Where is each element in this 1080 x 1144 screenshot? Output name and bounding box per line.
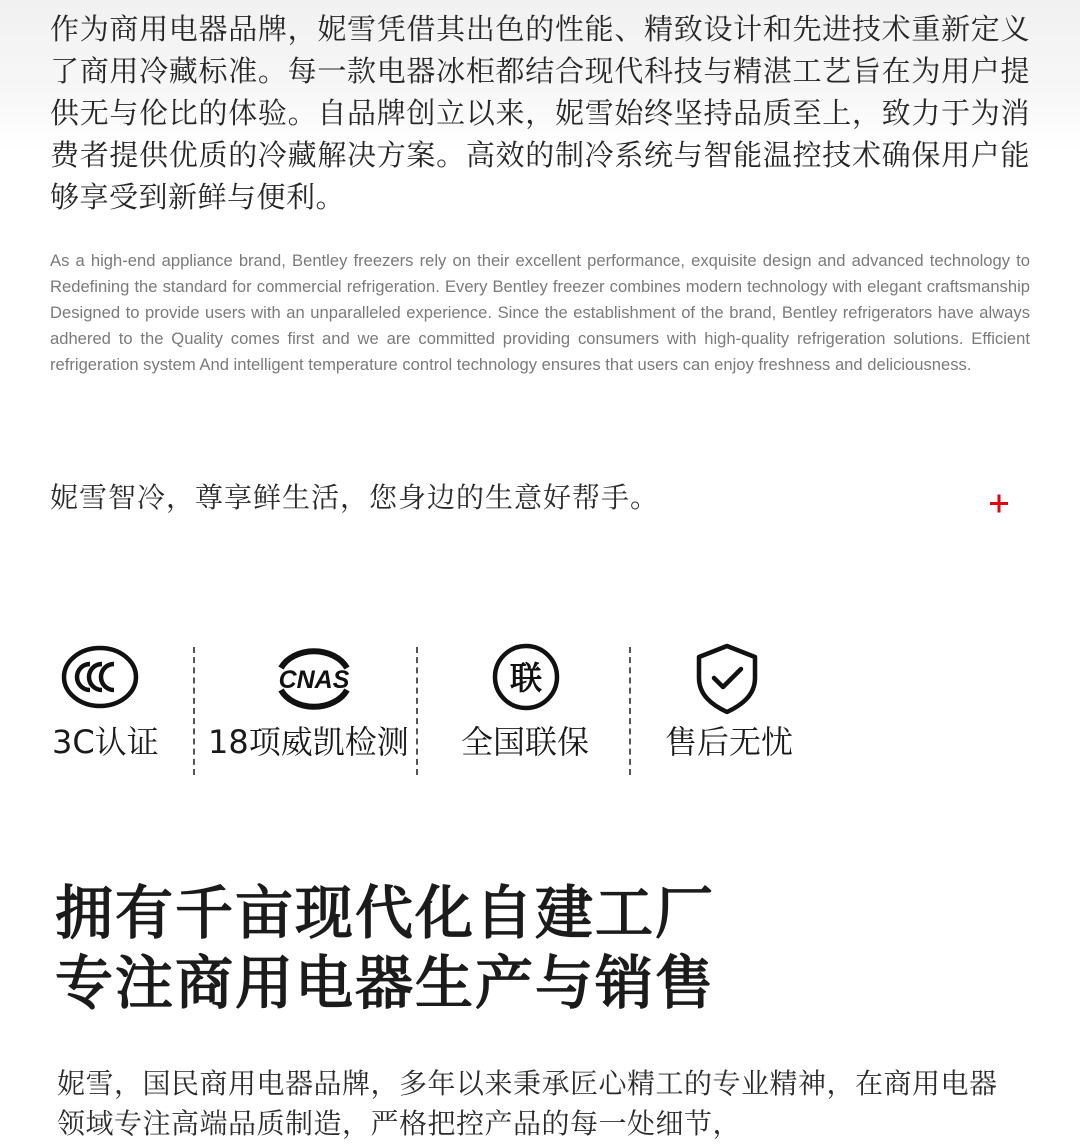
badge-cnas-icon-text: CNAS [278,666,350,694]
intro-chinese-paragraph: 作为商用电器品牌，妮雪凭借其出色的性能、精致设计和先进技术重新定义了商用冷藏标准。每一款电器冰柜都结合现代科技与精湛工艺旨在为用户提供无与伦比的体验。自品牌创立以来，妮雪始终坚持品质至上，致力于为消费者提供优质的冷藏解决方案。高效的制冷系统与智能温控技术确保用户能够享受到新鲜与便利。 [50,12,1030,214]
badge-cnas [205,640,410,775]
slogan-text: 妮雪智冷，尊享鲜生活，您身边的生意好帮手。 [50,481,660,514]
headline-line-2: 专注商用电器生产与销售 [55,949,716,1017]
expand-button[interactable] [982,486,1016,520]
cnas-logo-icon [271,640,357,720]
nationwide-warranty-icon [487,640,567,720]
badge-3c-label: 3C认证 [52,723,159,761]
badge-after-sales-label: 售后无忧 [665,723,794,761]
badge-divider [629,647,631,775]
ccc-certification-icon [60,640,140,720]
headline-line-1: 拥有千亩现代化自建工厂 [55,879,716,947]
badge-warranty [455,640,605,775]
badge-3c [50,640,170,775]
intro-english-paragraph: As a high-end appliance brand, Bentley freezers rely on their excellent performance, exquisite design and advanced technology to Redefining the standard for commercial refrigeration. Every Bentley freezer combines modern technology with elegant craftsmanship Designed to provide users with an unparalleled experience. Since the establishment of the brand, Bentley refrigerators have always adhered to the Quality comes first and we are committed providing consumers with high-quality refrigeration solutions. Efficient refrigeration system And intelligent temperature control technology ensures that users can enjoy freshness and deliciousness. [50,251,1030,374]
shield-check-icon [687,640,767,720]
badge-divider [193,647,195,775]
badge-cnas-label: 18项威凯检测 [208,723,409,761]
badge-3c-icon-text: CCC [100,720,103,721]
badge-warranty-icon-text: 联 [509,659,543,697]
plus-icon [982,486,1016,520]
headline [55,878,715,1018]
certification-badges [0,640,1080,775]
body-paragraph: 妮雪，国民商用电器品牌，多年以来秉承匠心精工的专业精神，在商用电器领域专注高端品质制造，严格把控产品的每一处细节， [57,1067,998,1140]
badge-divider [416,647,418,775]
badge-after-sales [660,640,810,775]
badge-warranty-label: 全国联保 [461,723,590,761]
